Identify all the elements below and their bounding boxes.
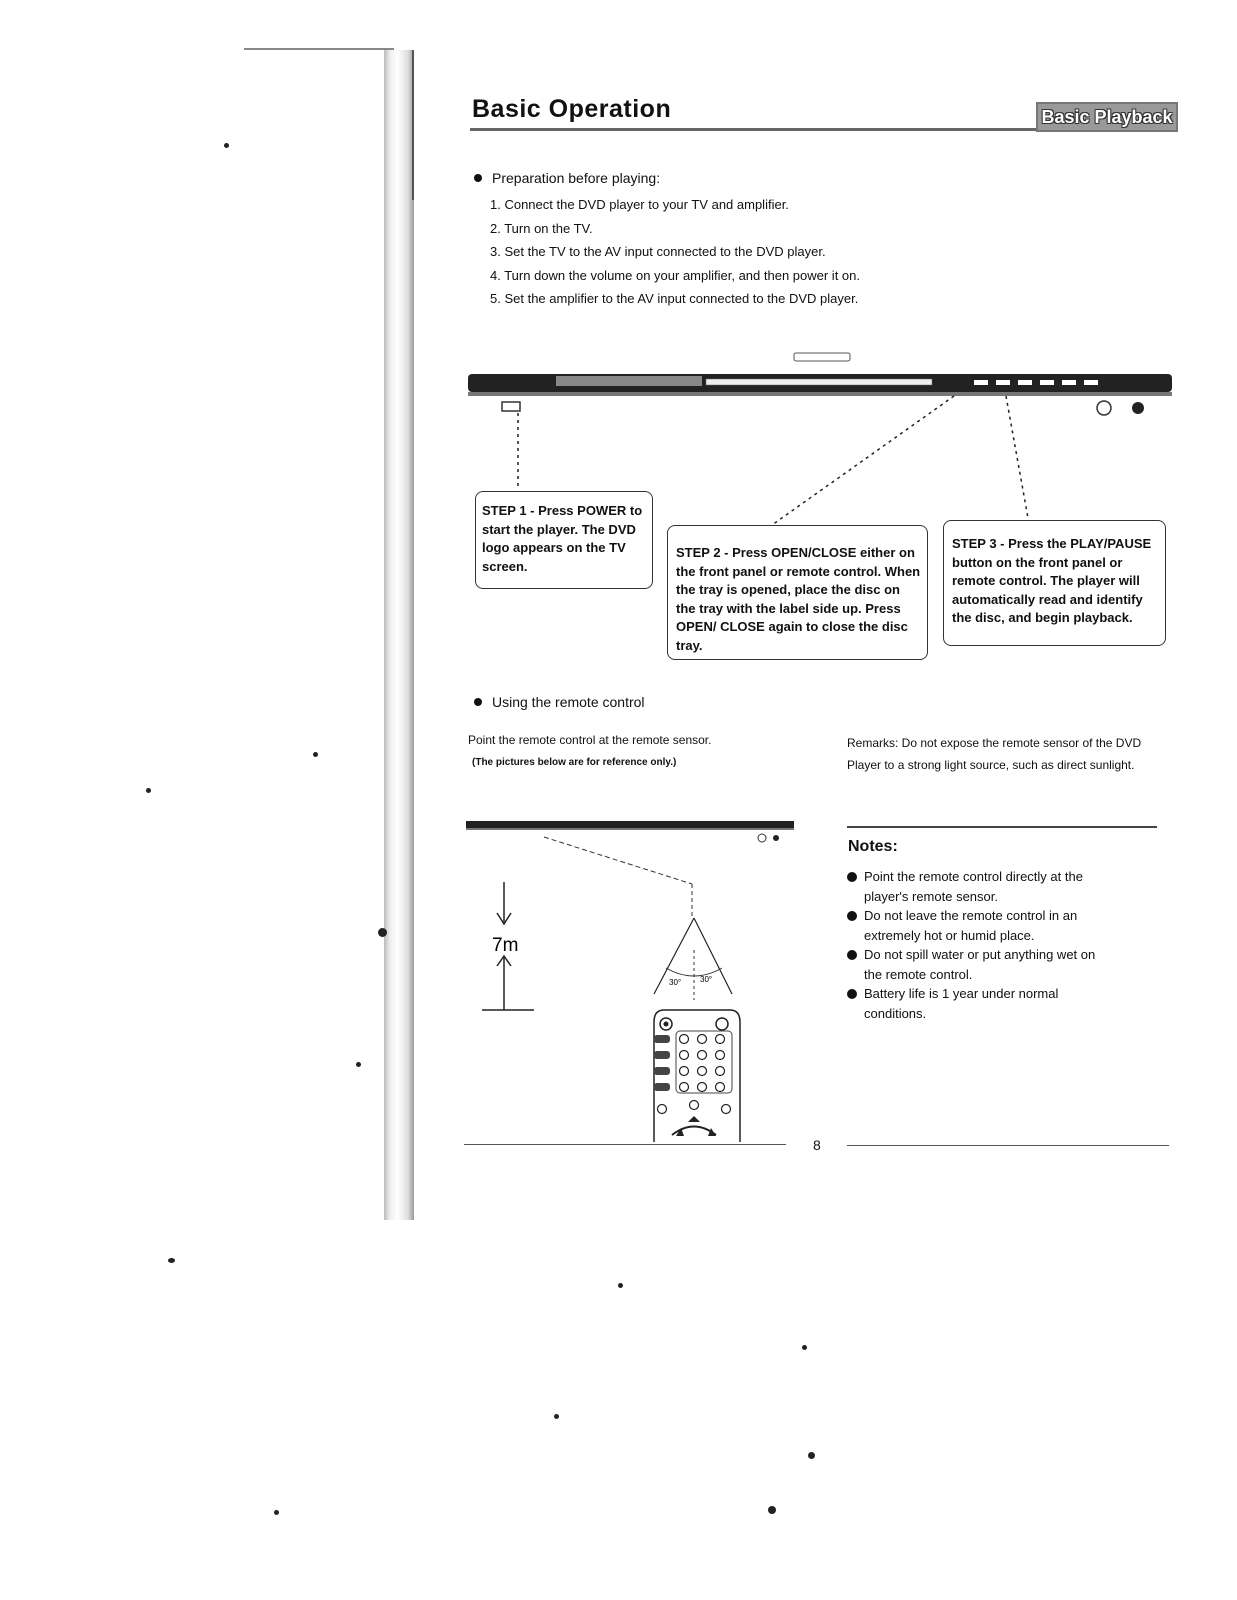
logo-plate <box>794 353 850 361</box>
remote-number-key-icon <box>698 1067 707 1076</box>
reference-note: (The pictures below are for reference only.) <box>472 757 677 768</box>
scan-speck <box>802 1345 807 1350</box>
remote-number-key-icon <box>698 1035 707 1044</box>
remote-key-icon <box>654 1083 670 1091</box>
preparation-list <box>490 193 860 311</box>
sensor-icon <box>1097 401 1111 415</box>
list-item: 5. Set the amplifier to the AV input connected to the DVD player. <box>490 291 859 306</box>
list-item: Point the remote control directly at the player's remote sensor. <box>846 867 1116 906</box>
power-button-icon <box>502 402 520 411</box>
panel-button <box>1018 380 1032 385</box>
bullet-icon <box>474 698 482 706</box>
notes-divider <box>847 826 1157 828</box>
scan-speck <box>554 1414 559 1419</box>
scan-speck <box>378 928 387 937</box>
notes-title: Notes: <box>848 838 898 855</box>
remote-number-key-icon <box>698 1083 707 1092</box>
list-item: 2. Turn on the TV. <box>490 220 593 236</box>
remote-key-icon <box>654 1035 670 1043</box>
remote-range-diagram <box>464 800 804 1145</box>
sensor-icon <box>758 834 766 842</box>
remote-nav-arrow-icon <box>708 1128 716 1136</box>
preparation-heading <box>474 170 660 186</box>
section-badge: Basic Playback <box>1036 102 1178 132</box>
remote-heading <box>474 694 645 710</box>
scan-speck <box>356 1062 361 1067</box>
remote-open-button-icon <box>716 1018 728 1030</box>
scan-speck <box>618 1283 623 1288</box>
scan-speck <box>168 1258 175 1263</box>
scan-mark <box>244 48 394 50</box>
remarks-text: Remarks: Do not expose the remote sensor of the DVD Player to a strong light source, such as direct sunlight. <box>847 736 1142 772</box>
scan-speck <box>313 752 318 757</box>
list-item: 4. Turn down the volume on your amplifier, and then power it on. <box>490 267 860 283</box>
remote-key-icon <box>654 1067 670 1075</box>
callout-line-step3 <box>1006 396 1028 518</box>
title-underline <box>470 128 1036 131</box>
remote-key-icon <box>690 1101 699 1110</box>
step1-box: STEP 1 - Press POWER to start the player. The DVD logo appears on the TV screen. <box>475 491 653 589</box>
distance-label: 7m <box>492 935 519 956</box>
binder-line <box>412 50 414 200</box>
panel-button <box>1084 380 1098 385</box>
remote-number-key-icon <box>716 1051 725 1060</box>
remote-power-button-icon <box>664 1022 669 1027</box>
list-item: Do not spill water or put anything wet on the remote control. <box>846 945 1116 984</box>
list-item: 3. Set the TV to the AV input connected to the DVD player. <box>490 244 826 259</box>
player-base <box>466 828 794 830</box>
angle-left-label: 30° <box>669 978 682 987</box>
knob-icon <box>773 835 779 841</box>
scan-speck <box>274 1510 279 1515</box>
list-item: Do not leave the remote control in an extremely hot or humid place. <box>846 906 1116 945</box>
footer-rule <box>464 1144 786 1145</box>
remote-key-icon <box>722 1105 731 1114</box>
signal-line <box>544 837 692 884</box>
callout-line-step2 <box>772 396 954 525</box>
knob-icon <box>1132 402 1144 414</box>
page-number: 8 <box>813 1137 821 1153</box>
footer-rule <box>847 1145 1169 1146</box>
bullet-icon <box>474 174 482 182</box>
page-title: Basic Operation <box>472 95 672 123</box>
list-item: Battery life is 1 year under normal conditions. <box>846 984 1116 1023</box>
remote-number-key-icon <box>680 1083 689 1092</box>
remote-number-key-icon <box>716 1083 725 1092</box>
scan-speck <box>808 1452 815 1459</box>
remote-number-key-icon <box>680 1035 689 1044</box>
remote-heading-text: Using the remote control <box>492 694 645 710</box>
remote-number-key-icon <box>716 1067 725 1076</box>
player-body <box>466 821 794 828</box>
binder-edge <box>384 50 414 1220</box>
scan-speck <box>146 788 151 793</box>
notes-list <box>846 867 1116 1023</box>
list-item: 1. Connect the DVD player to your TV and amplifier. <box>490 197 789 212</box>
step2-box: STEP 2 - Press OPEN/CLOSE either on the front panel or remote control. When the tray is opened, place the disc on the tray with the label side up. Press OPEN/ CLOSE again to close the disc tray. <box>667 525 928 660</box>
panel-button <box>1062 380 1076 385</box>
display-window <box>556 376 702 386</box>
remote-key-icon <box>658 1105 667 1114</box>
scan-speck <box>768 1506 776 1514</box>
disc-tray <box>706 379 932 385</box>
step3-box: STEP 3 - Press the PLAY/PAUSE button on the front panel or remote control. The player will automatically read and identify the disc, and begin playback. <box>943 520 1166 646</box>
point-remote-text: Point the remote control at the remote sensor. <box>468 733 712 747</box>
remote-number-key-icon <box>680 1067 689 1076</box>
panel-button <box>1040 380 1054 385</box>
angle-right-label: 30° <box>700 975 713 984</box>
remote-number-key-icon <box>716 1035 725 1044</box>
panel-button <box>974 380 988 385</box>
remote-key-icon <box>654 1051 670 1059</box>
remote-number-key-icon <box>680 1051 689 1060</box>
preparation-heading-text: Preparation before playing: <box>492 170 661 186</box>
remote-nav-arrow-icon <box>688 1116 700 1122</box>
remote-number-key-icon <box>698 1051 707 1060</box>
player-base <box>468 392 1172 396</box>
panel-button <box>996 380 1010 385</box>
scan-speck <box>224 143 229 148</box>
